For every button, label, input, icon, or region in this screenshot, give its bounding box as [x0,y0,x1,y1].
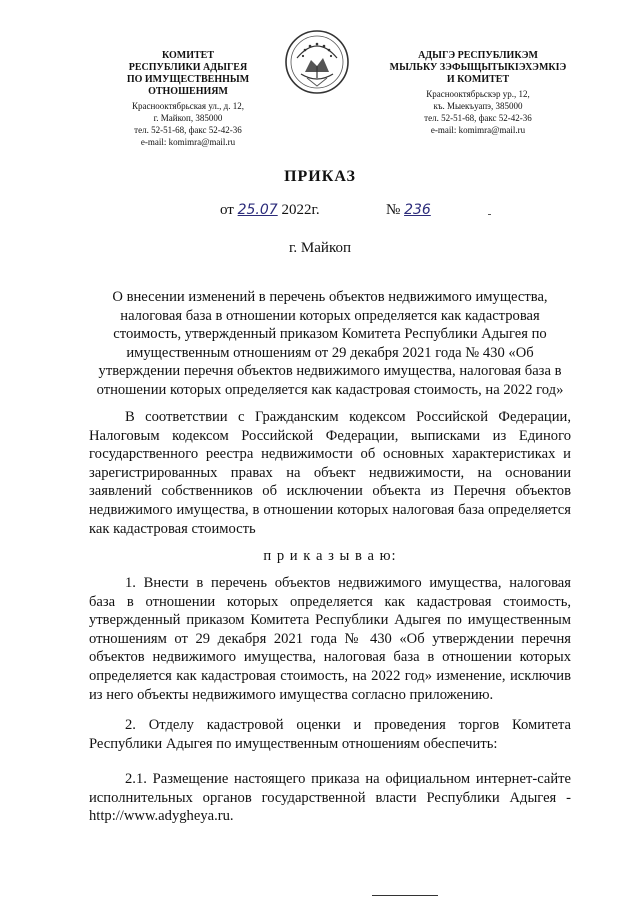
item-2-1-paragraph: 2.1. Размещение настоящего приказа на официальном интернет-сайте исполнительных органов государственной власти Республики Адыгея - http://www.adygheya.ru. [89,771,571,825]
header-right-block [378,50,578,136]
number-prefix: № [386,202,401,218]
document-title: ПРИКАЗ [284,168,356,185]
org-phone: тел. 52-51-68, факс 52-42-36 [134,125,242,135]
org-name-line: КОМИТЕТ [161,50,214,61]
scan-speck [488,214,491,215]
date-prefix: от [220,202,234,218]
date-handwritten: 25.07 [237,202,278,218]
number-handwritten: 236 [404,202,431,218]
org-address: Краснооктябрьская ул., д. 12, [132,101,244,111]
document-city: г. Майкоп [288,240,352,256]
org-email: e-mail: komimra@mail.ru [430,125,526,135]
number-line [386,202,431,219]
org-email: e-mail: komimra@mail.ru [140,137,236,147]
document-subject: О внесении изменений в перечень объектов недвижимого имущества, налоговая база в отношении которых определяется как кадастровая стоимость, утвержденный приказом Комитета Республики Адыгея по имущественным отношениям от 29 декабря 2021 года № 430 «Об утверждении перечня объектов недвижимого имущества, налоговая база в отношении которых определяется как кадастровая стоимость, на 2022 год» [96,289,564,398]
order-word: п р и к а з ы в а ю: [263,548,397,564]
org-name-line: МЫЛЬКУ ЗЭФЫЩЫТЫКIЭХЭМКIЭ [389,62,567,73]
org-phone: тел. 52-51-68, факс 52-42-36 [424,113,532,123]
org-name-line: И КОМИТЕТ [446,74,510,85]
date-suffix: 2022г. [281,202,320,218]
item-1-paragraph: 1. Внести в перечень объектов недвижимого имущества, налоговая база в отношении которых определяется как кадастровая стоимость, утвержденный приказом Комитета Республики Адыгея по имущественным отношениям от 29 декабря 2021 года № 430 «Об утверждении перечня объектов недвижимого имущества, налоговая база в отношении которых определяется как кадастровая стоимость, на 2022 год» изменение, исключив из него объекты недвижимого имущества согласно приложению. [89,575,571,703]
coat-of-arms-icon [283,28,351,96]
org-name-line: АДЫГЭ РЕСПУБЛИКЭМ [418,50,538,61]
item-2-paragraph: 2. Отделу кадастровой оценки и проведения торгов Комитета Республики Адыгея по имущественным отношениям обеспечить: [89,717,571,752]
org-city: къ. Мыекъуапэ, 385000 [433,101,523,111]
org-name-line: ПО ИМУЩЕСТВЕННЫМ ОТНОШЕНИЯМ [126,74,250,97]
header-left-block [88,50,288,148]
page-bottom-rule [372,895,438,896]
org-address: Краснооктябрьскэр ур., 12, [426,89,530,99]
preamble-paragraph: В соответствии с Гражданским кодексом Российской Федерации, Налоговым кодексом Российской Федерации, выписками из Единого государственного реестра недвижимости об основных характеристиках и зарегистрированных правах на объект недвижимости, на основании заявлений собственников об исключении объекта из Перечня объектов недвижимого имущества, в отношении которых налоговая база определяется как кадастровая стоимость [89,409,571,537]
org-name-line: РЕСПУБЛИКИ АДЫГЕЯ [128,62,248,73]
date-line [220,202,320,219]
org-city: г. Майкоп, 385000 [153,113,223,123]
